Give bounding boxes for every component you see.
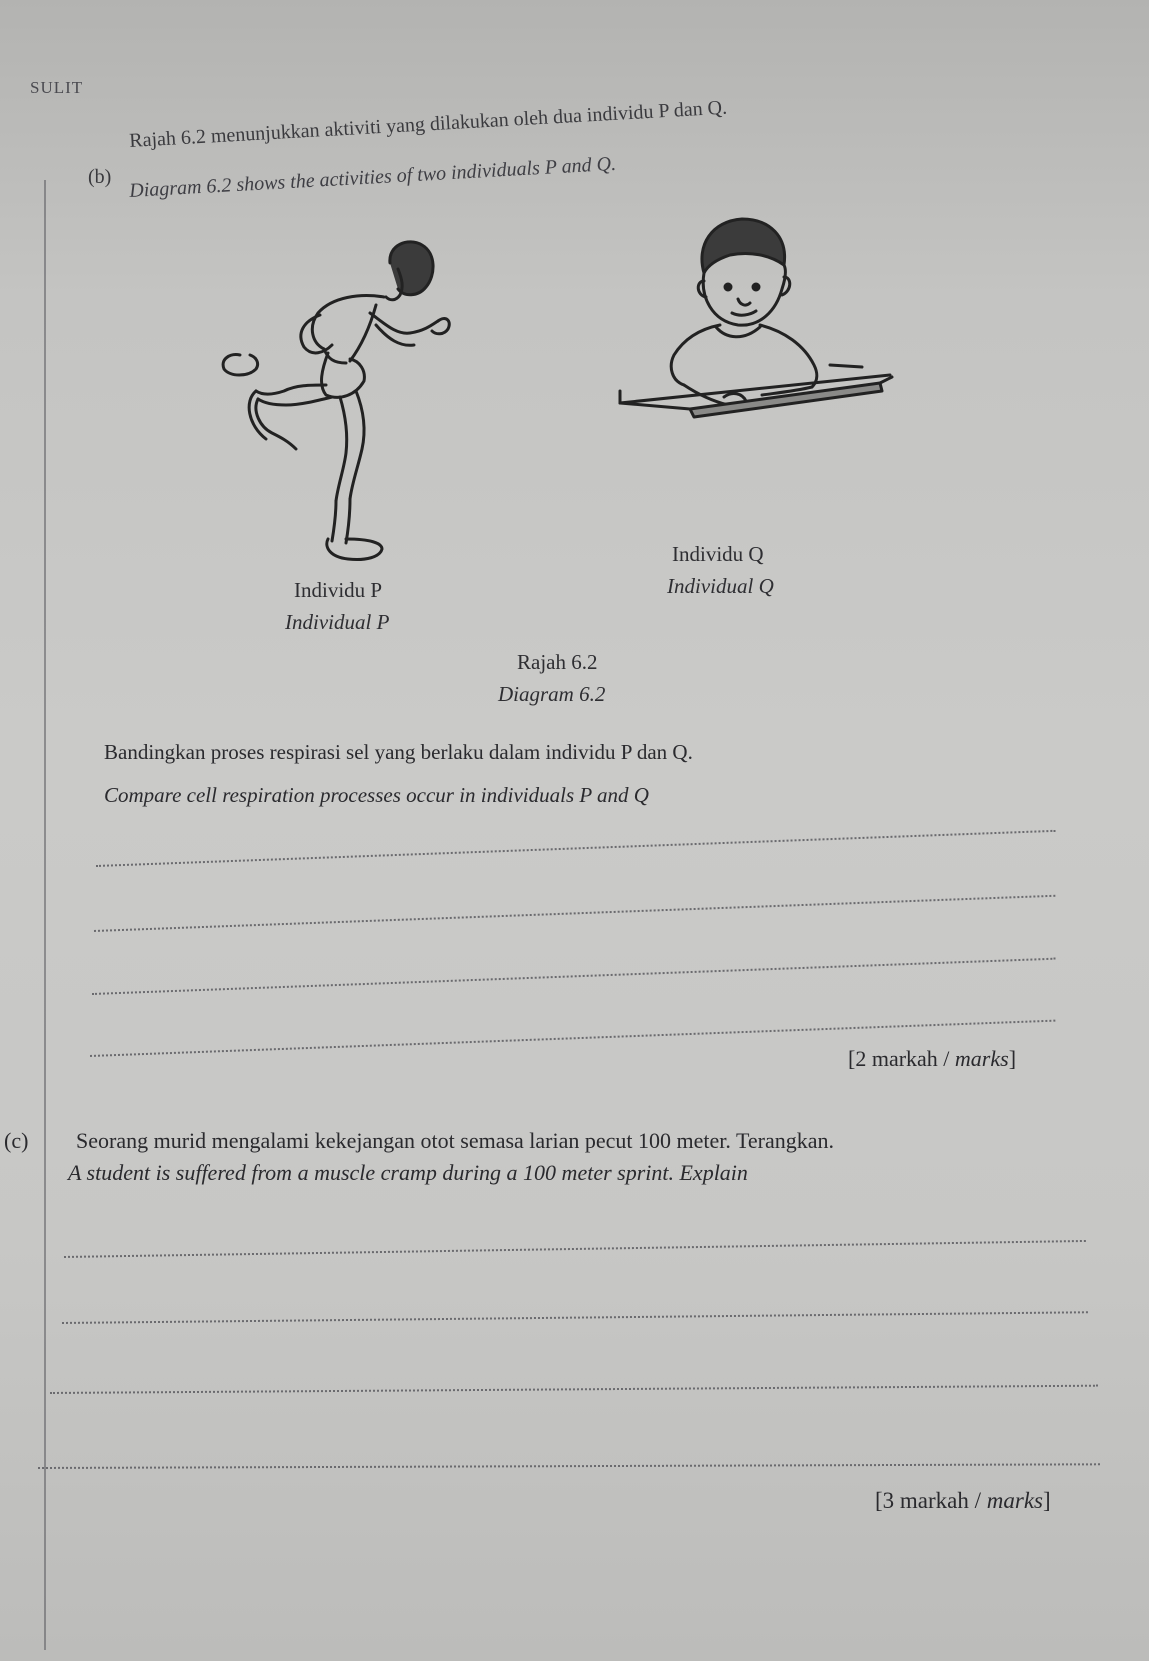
marks-c-word: marks [986, 1488, 1043, 1513]
answer-line-b-1[interactable] [96, 830, 1055, 867]
marks-c-suffix: ] [1043, 1488, 1051, 1513]
answer-line-c-1[interactable] [64, 1240, 1086, 1258]
label-individu-q: Individu Q [672, 542, 764, 566]
margin-rule [44, 180, 46, 1650]
answer-line-b-2[interactable] [94, 895, 1055, 932]
caption-diagram: Diagram 6.2 [498, 682, 606, 706]
answer-line-c-4[interactable] [38, 1463, 1100, 1469]
part-b-intro-english: Diagram 6.2 shows the activities of two individuals P and Q. [128, 152, 617, 203]
question-b-malay: Bandingkan proses respirasi sel yang berlaku dalam individu P dan Q. [104, 740, 693, 764]
question-b-english: Compare cell respiration processes occur in individuals P and Q [104, 783, 649, 807]
question-c-label: (c) [4, 1128, 29, 1153]
label-individual-q: Individual Q [667, 574, 774, 598]
question-c-malay: Seorang murid mengalami kekejangan otot semasa larian pecut 100 meter. Terangkan. [76, 1128, 835, 1153]
marks-b [848, 1046, 1016, 1072]
marks-c-prefix: [3 markah / [875, 1488, 987, 1513]
marks-b-word: marks [954, 1046, 1009, 1071]
answer-line-c-3[interactable] [50, 1385, 1098, 1394]
part-b-intro-malay: Rajah 6.2 menunjukkan aktiviti yang dilakukan oleh dua individu P dan Q. [128, 96, 728, 153]
sulit-header: SULIT [30, 78, 84, 97]
answer-line-c-2[interactable] [62, 1311, 1088, 1324]
answer-line-b-3[interactable] [92, 958, 1055, 995]
marks-b-prefix: [2 markah / [848, 1046, 955, 1071]
running-person-illustration [200, 235, 500, 565]
part-b-label: (b) [88, 166, 112, 188]
label-individu-p: Individu P [294, 578, 383, 602]
question-c-english: A student is suffered from a muscle cramp during a 100 meter sprint. Explain [68, 1160, 748, 1185]
marks-c [875, 1488, 1051, 1514]
label-individual-p: Individual P [285, 610, 390, 634]
marks-b-suffix: ] [1008, 1046, 1017, 1071]
caption-rajah: Rajah 6.2 [517, 650, 598, 674]
writing-person-illustration [600, 215, 900, 465]
